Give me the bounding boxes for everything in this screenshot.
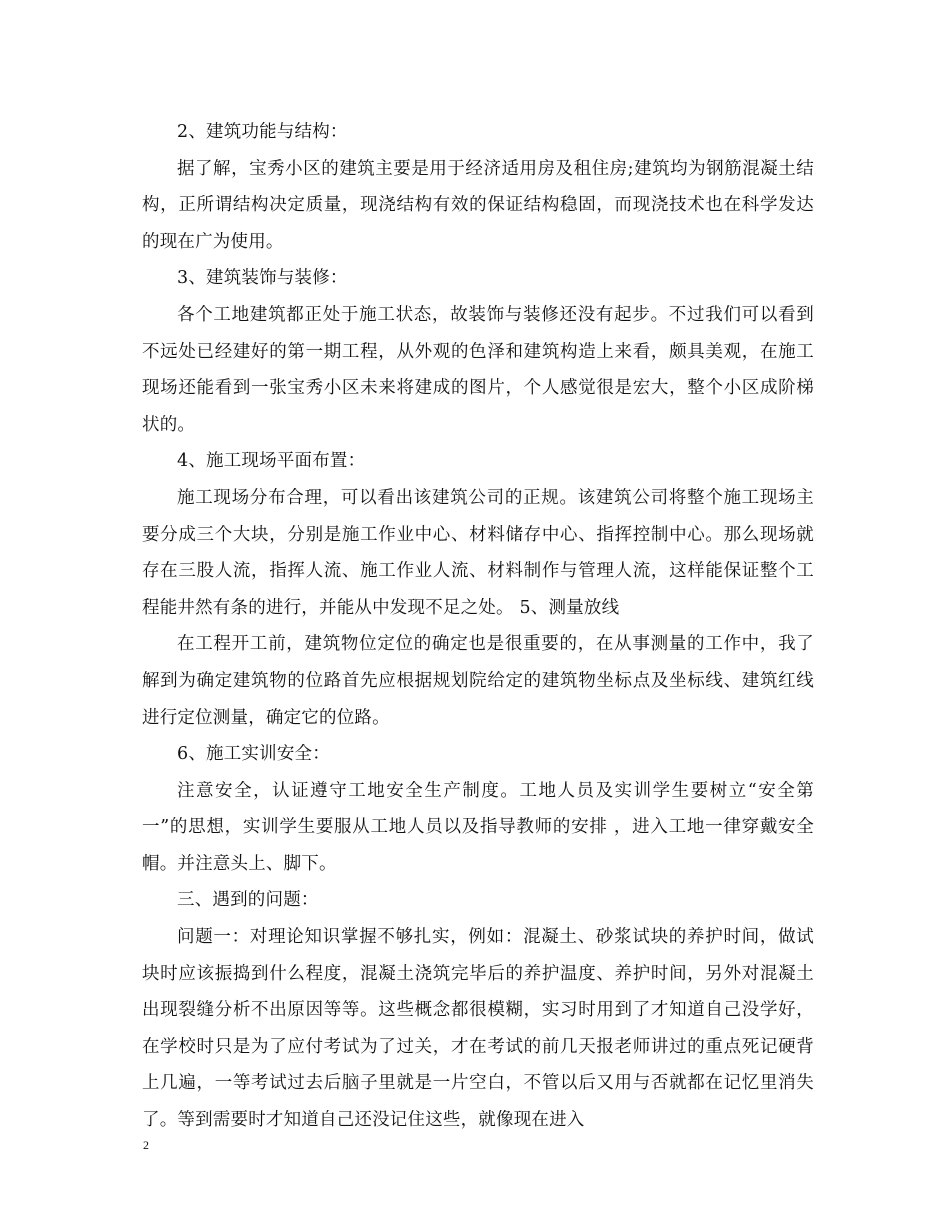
paragraph-problem-one: 问题一：对理论知识掌握不够扎实，例如：混凝土、砂浆试块的养护时间，做试块时应该振捣到什么程度，混凝土浇筑完毕后的养护温度、养护时间，另外对混凝土出现裂缝分析不出原因等等。这些概念都很模糊，实习时用到了才知道自己没学好，在学校时只是为了应付考试为了过关，才在考试的前几天报老师讲过的重点死记硬背上几遍，一等考试过去后脑子里就是一片空白，不管以后又用与否就都在记忆里消失了。等到需要时才知道自己还没记住这些，就像现在进入 — [142, 927, 814, 1131]
paragraph-surveying: 在工程开工前，建筑物位定位的确定也是很重要的，在从事测量的工作中，我了解到为确定建筑物的位路首先应根据规划院给定的建筑物坐标点及坐标线、建筑红线进行定位测量，确定它的位路。 — [142, 634, 814, 728]
paragraph-safety: 注意安全，认证遵守工地安全生产制度。工地人员及实训学生要树立“安全第一”的思想，实训学生要服从工地人员以及指导教师的安排 ，进入工地一律穿戴安全帽。并注意头上、脚下。 — [142, 780, 814, 874]
section-heading-site-layout: 4、施工现场平面布置： — [177, 451, 366, 472]
section-heading-building-function: 2、建筑功能与结构： — [177, 122, 348, 142]
paragraph-building-function: 据了解，宝秀小区的建筑主要是用于经济适用房及租住房;建筑均为钢筋混凝土结构，正所谓结构决定质量，现浇结构有效的保证结构稳固，而现浇技术也在科学发达的现在广为使用。 — [142, 158, 814, 252]
section-heading-decoration: 3、建筑装饰与装修： — [177, 268, 348, 289]
paragraph-site-layout: 施工现场分布合理，可以看出该建筑公司的正规。该建筑公司将整个施工现场主要分成三个大块，分别是施工作业中心、材料储存中心、指挥控制中心。那么现场就存在三股人流，指挥人流、施工作业人流、材料制作与管理人流，这样能保证整个工程能井然有条的进行，并能从中发现不足之处。 5、测量放线 — [142, 487, 814, 618]
paragraph-decoration: 各个工地建筑都正处于施工状态，故装饰与装修还没有起步。不过我们可以看到不远处已经建好的第一期工程，从外观的色泽和建筑构造上来看，颇具美观，在施工现场还能看到一张宝秀小区未来将建成的图片，个人感觉很是宏大，整个小区成阶梯状的。 — [142, 304, 814, 435]
section-heading-problems: 三、遇到的问题： — [177, 890, 319, 911]
section-heading-safety: 6、施工实训安全： — [177, 744, 330, 765]
document-body — [142, 114, 814, 1139]
page-number: 2 — [143, 1138, 149, 1152]
